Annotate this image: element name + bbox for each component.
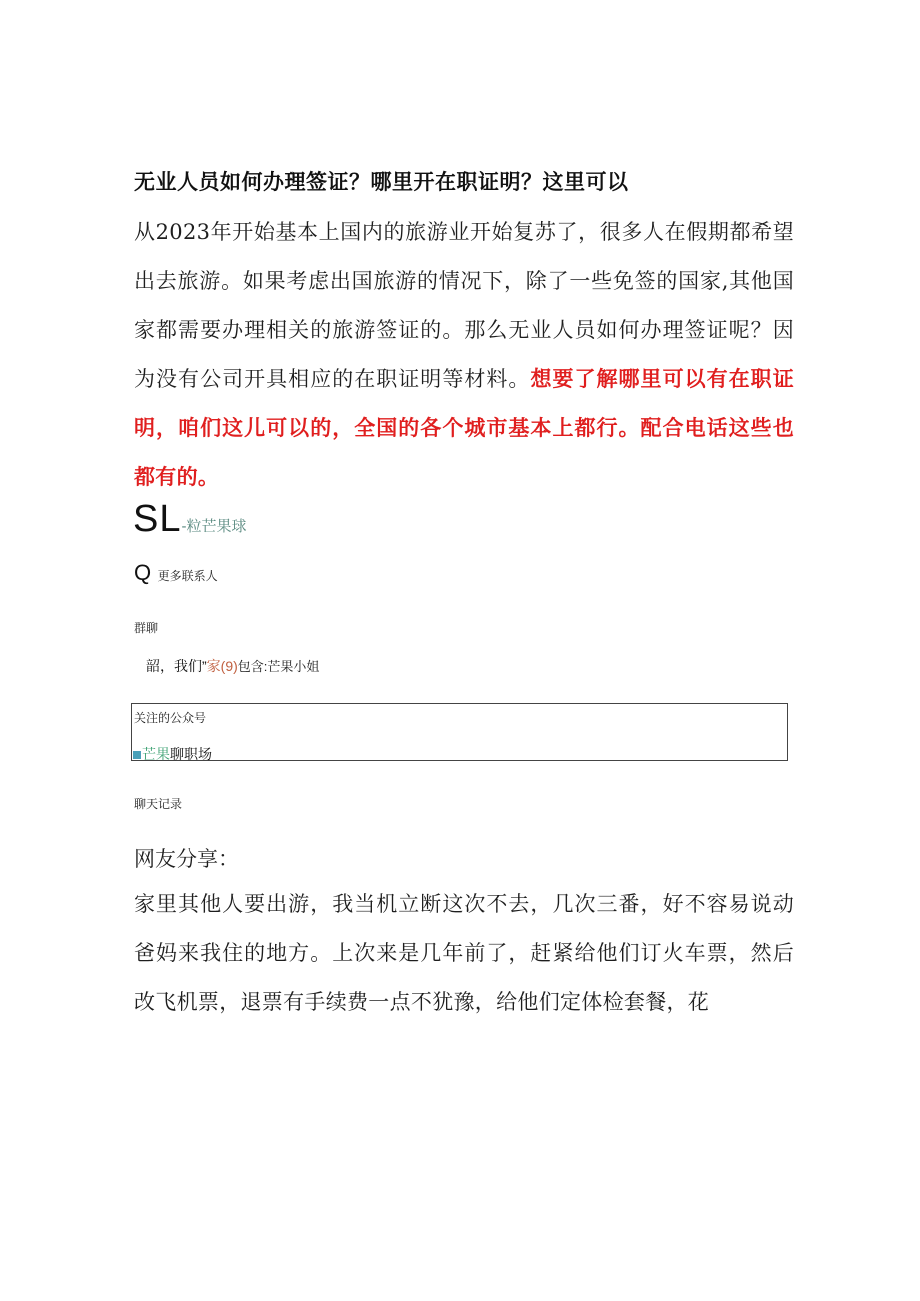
- article-title: 无业人员如何办理签证？哪里开在职证明？这里可以: [134, 170, 629, 194]
- group-members: 包含:芒果小姐: [237, 659, 320, 674]
- more-contacts-row: [134, 560, 218, 586]
- group-name-prefix: 韶，我们”: [146, 658, 207, 674]
- group-chat-item: [146, 656, 319, 676]
- public-account-box: [131, 703, 788, 761]
- search-icon: Q: [134, 560, 152, 585]
- intro-paragraph: [134, 208, 794, 502]
- group-chat-label: 群聊: [134, 621, 159, 635]
- share-paragraph: 家里其他人要出游，我当机立断这次不去，几次三番，好不容易说动爸妈来我住的地方。上次来是几年前了，赶紧给他们订火车票，然后改飞机票，退票有手续费一点不犹豫，给他们定体检套餐，花: [134, 892, 794, 1014]
- account-name-dark: 聊职场: [170, 746, 212, 762]
- chat-contact-header: [133, 498, 246, 541]
- account-name-green: 芒果: [142, 746, 170, 762]
- account-avatar-icon: [133, 751, 141, 759]
- share-heading: 网友分享：: [134, 847, 239, 871]
- chat-history-label: 聊天记录: [134, 797, 183, 811]
- contact-name: -粒芒果球: [181, 518, 247, 535]
- public-account-label: 关注的公众号: [134, 711, 207, 725]
- contact-initials: SL: [133, 498, 182, 540]
- more-contacts-label: 更多联系人: [157, 569, 218, 583]
- intro-text: 从2023年开始基本上国内的旅游业开始复苏了，很多人在假期都希望出去旅游。如果考虑出国旅游的情况下，除了一些免签的国家,其他国家都需要办理相关的旅游签证的。那么无业人员如何办理签证呢？因为没有公司开具相应的在职证明等材料。: [134, 220, 794, 391]
- group-name-accent: 家(9): [206, 658, 238, 674]
- intro-highlight-text: 想要了解哪里可以有在职证明，咱们这儿可以的，全国的各个城市基本上都行。配合电话这些也都有的。: [134, 367, 794, 489]
- public-account-item: [133, 744, 212, 764]
